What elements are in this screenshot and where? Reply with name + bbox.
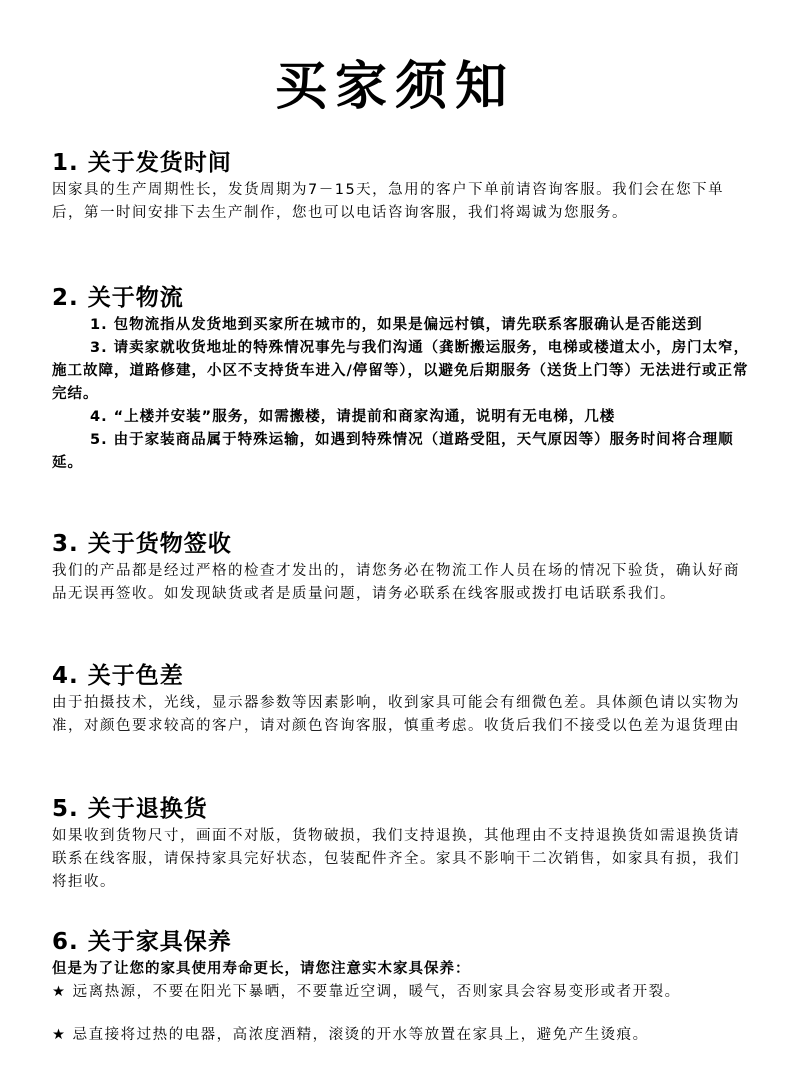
section-logistics	[52, 284, 752, 475]
section-maintenance	[52, 928, 752, 1047]
spacer	[52, 1004, 752, 1024]
maintenance-tip: ★ 远离热源，不要在阳光下暴晒，不要靠近空调，暖气，否则家具会容易变形或者开裂。	[52, 984, 681, 1000]
section-paragraph: 3. 请卖家就收货地址的特殊情况事先与我们沟通（龚断搬运服务，电梯或楼道太小，房门太窄，施工故障，道路修建，小区不支持货车进入/停留等），以避免后期服务（送货上门等）无法进行或正常完结。	[52, 340, 750, 402]
section-shipping-time	[52, 149, 752, 225]
section-paragraph: 由于拍摄技术，光线，显示器参数等因素影响，收到家具可能会有细微色差。具体颜色请以实物为准，对颜色要求较高的客户，请对颜色咨询客服，慎重考虑。收货后我们不接受以色差为退货理由	[52, 695, 740, 734]
section-heading: 6. 关于家具保养	[52, 929, 232, 955]
section-paragraph: 因家具的生产周期性长，发货周期为7－15天，急用的客户下单前请咨询客服。我们会在您下单后，第一时间安排下去生产制作，您也可以电话咨询客服，我们将竭诚为您服务。	[52, 182, 725, 221]
section-intro: 但是为了让您的家具使用寿命更长，请您注意实木家具保养：	[52, 961, 471, 977]
section-color-difference	[52, 662, 752, 738]
section-returns	[52, 795, 752, 894]
section-heading: 1. 关于发货时间	[52, 150, 232, 176]
section-heading: 4. 关于色差	[52, 663, 184, 689]
page-title: 买家须知	[274, 57, 515, 117]
section-paragraph: 如果收到货物尺寸，画面不对版，货物破损，我们支持退换，其他理由不支持退换货如需退换货请联系在线客服，请保持家具完好状态，包装配件齐全。家具不影响干二次销售，如家具有损，我们将拒收。	[52, 828, 740, 890]
section-paragraph: 1. 包物流指从发货地到买家所在城市的，如果是偏远村镇，请先联系客服确认是否能送到	[90, 317, 703, 333]
section-paragraph: 我们的产品都是经过严格的检查才发出的，请您务必在物流工作人员在场的情况下验货，确认好商品无误再签收。如发现缺货或者是质量问题，请务必联系在线客服或拨打电话联系我们。	[52, 563, 740, 602]
section-paragraph: 5. 由于家装商品属于特殊运输，如遇到特殊情况（道路受阻，天气原因等）服务时间将合理顺延。	[52, 432, 734, 471]
maintenance-tip: ★ 忌直接将过热的电器，高浓度酒精，滚烫的开水等放置在家具上，避免产生烫痕。	[52, 1027, 649, 1043]
section-receipt	[52, 530, 752, 606]
section-heading: 3. 关于货物签收	[52, 531, 232, 557]
section-paragraph: 4. “上楼并安装”服务，如需搬楼，请提前和商家沟通，说明有无电梯，几楼	[90, 409, 616, 425]
section-heading: 5. 关于退换货	[52, 796, 208, 822]
section-heading: 2. 关于物流	[52, 285, 184, 311]
